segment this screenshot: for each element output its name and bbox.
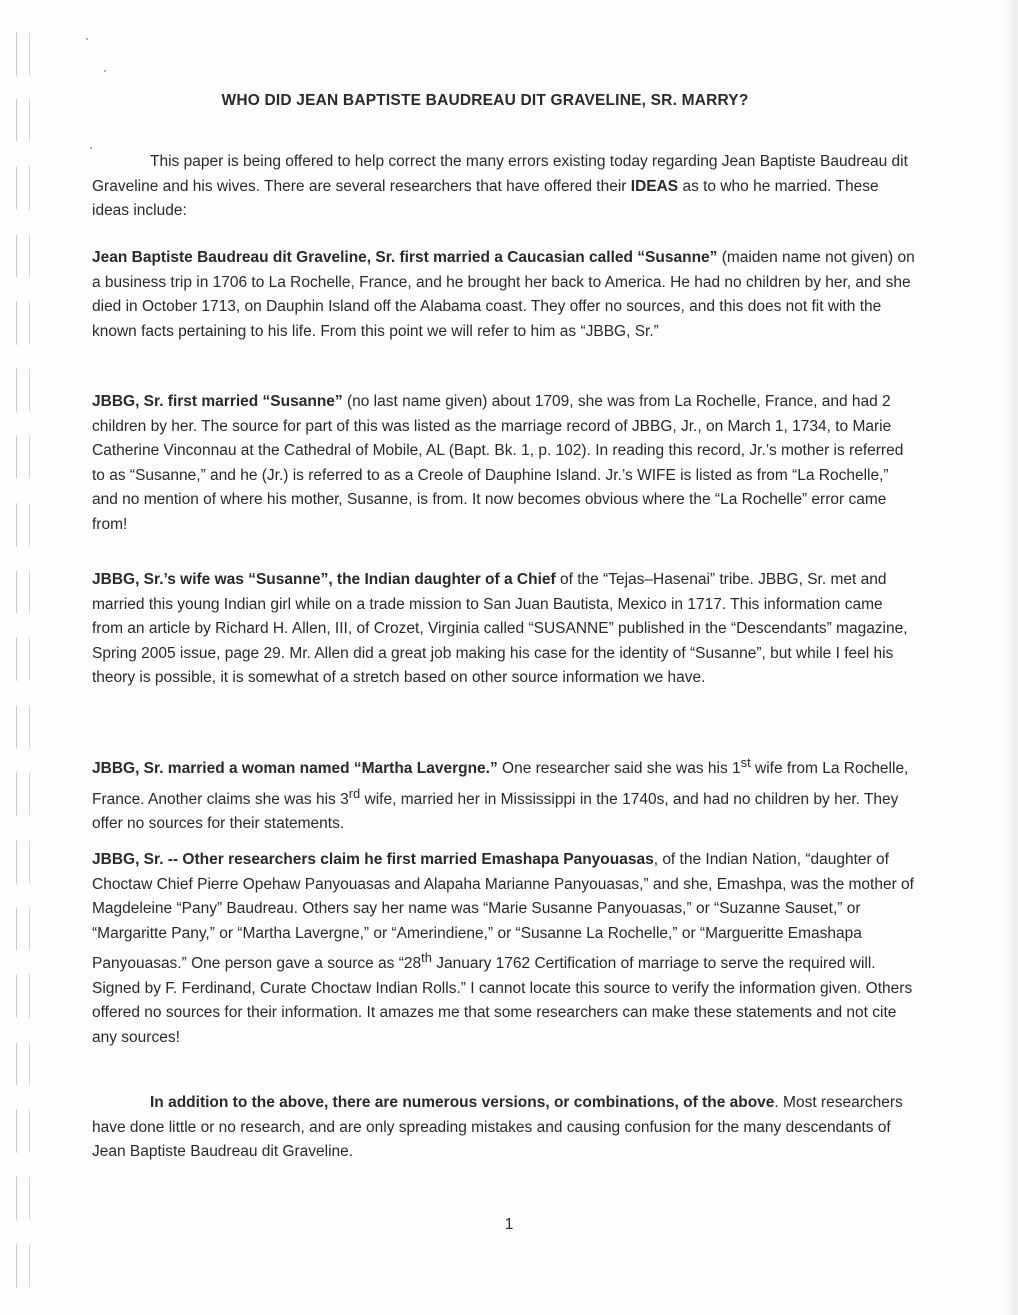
binder-hole bbox=[16, 907, 30, 951]
ordinal-suffix: st bbox=[740, 755, 751, 770]
document-title: WHO DID JEAN BAPTISTE BAUDREAU DIT GRAVELINE, SR. MARRY? bbox=[221, 92, 749, 109]
binder-hole bbox=[16, 435, 30, 479]
claim-paragraph-5 bbox=[92, 848, 917, 1050]
binder-hole bbox=[16, 368, 30, 412]
claim-heading: JBBG, Sr. first married “Susanne” bbox=[92, 393, 343, 410]
binder-hole bbox=[16, 166, 30, 210]
closing-paragraph bbox=[92, 1091, 917, 1165]
scan-speck bbox=[104, 70, 106, 72]
claim-heading: JBBG, Sr. -- Other researchers claim he first married Emashapa Panyouasas bbox=[92, 851, 654, 868]
binder-hole bbox=[16, 840, 30, 884]
intro-text: This paper is being offered to help correct the many errors existing today regarding Jean Baptiste Baudreau dit Graveline and his wives. There are several researchers that have offered their bbox=[92, 153, 908, 195]
intro-paragraph bbox=[92, 150, 917, 224]
binder-hole bbox=[16, 705, 30, 749]
claim-paragraph-4 bbox=[92, 751, 917, 837]
ordinal-suffix: rd bbox=[348, 785, 361, 801]
binder-hole bbox=[16, 234, 30, 278]
binder-hole bbox=[16, 32, 30, 76]
closing-heading: In addition to the above, there are numerous versions, or combinations, of the above bbox=[150, 1094, 775, 1111]
binder-hole bbox=[16, 772, 30, 816]
binder-holes bbox=[16, 22, 38, 1302]
claim-text: , of the Indian Nation, “daughter of Choctaw Chief Pierre Opehaw Panyouasas and Alapaha Marianne Panyouasas,” and she, Emashpa, was the mother of Magdeleine “Pany” Baudreau. Others say her name was “Marie Susanne Panyouasas,” or “Suzanne Sauset,” or “Margaritte Pany,” or “Martha Lavergne,” or “Amerindiene,” or “Susanne La Rochelle,” or “Margueritte Emashapa Panyouasas.” One person gave a source as “28 bbox=[92, 851, 914, 973]
scan-speck bbox=[86, 38, 88, 40]
intro-emphasis: IDEAS bbox=[630, 177, 679, 195]
binder-hole bbox=[16, 570, 30, 614]
claim-heading: JBBG, Sr. married a woman named “Martha Lavergne.” bbox=[92, 760, 498, 778]
intro-text: as to who he married. These ideas include: bbox=[92, 177, 879, 219]
binder-hole bbox=[16, 1244, 30, 1288]
binder-hole bbox=[16, 1042, 30, 1086]
claim-heading: JBBG, Sr.’s wife was “Susanne”, the Indian daughter of a Chief bbox=[92, 571, 556, 588]
ordinal-suffix: th bbox=[421, 950, 432, 965]
claim-text: wife, married her in Mississippi in the 1740s, and had no children by her. They offer no sources for their statements. bbox=[92, 790, 899, 833]
binder-hole bbox=[16, 1176, 30, 1220]
claim-text: One researcher said she was his 1 bbox=[497, 760, 741, 778]
page-edge-shadow bbox=[1004, 0, 1018, 1315]
claim-text: of the “Tejas–Hasenai” tribe. JBBG, Sr. met and married this young Indian girl while on a trade mission to San Juan Bautista, Mexico in 1717. This information came from an article by Richard H. Allen, III, of Crozet, Virginia called “SUSANNE” published in the “Descendants” magazine, Spring 2005 issue, page 29. Mr. Allen did a great job making his case for the identity of “Susanne”, but while I feel his theory is possible, it is somewhat of a stretch based on other source information we have. bbox=[92, 571, 908, 686]
claim-text: wife from La Rochelle, France. Another claims she was his 3 bbox=[92, 760, 909, 808]
page-number: 1 bbox=[504, 1216, 514, 1233]
claim-heading: Jean Baptiste Baudreau dit Graveline, Sr. first married a Caucasian called “Susanne” bbox=[92, 249, 718, 266]
claim-paragraph-3 bbox=[92, 568, 917, 691]
claim-text: January 1762 Certification of marriage to serve the required will. Signed by F. Ferdinand, Curate Choctaw Indian Rolls.” I cannot locate this source to verify the information given. Others offered no sources for their information. It amazes me that some researchers can make these statements and not cite any sources! bbox=[92, 955, 913, 1046]
binder-hole bbox=[16, 974, 30, 1018]
claim-paragraph-2 bbox=[92, 390, 917, 537]
scan-speck bbox=[90, 147, 92, 149]
claim-text: (maiden name not given) on a business trip in 1706 to La Rochelle, France, and he brought her back to America. He had no children by her, and she died in October 1713, on Dauphin Island off the Alabama coast. They offer no sources, and this does not fit with the known facts pertaining to his life. From this point we will refer to him as “JBBG, Sr.” bbox=[92, 249, 915, 340]
binder-hole bbox=[16, 637, 30, 681]
binder-hole bbox=[16, 1109, 30, 1153]
binder-hole bbox=[16, 301, 30, 345]
closing-text: . Most researchers have done little or no research, and are only spreading mistakes and causing confusion for the many descendants of Jean Baptiste Baudreau dit Graveline. bbox=[92, 1094, 903, 1160]
claim-text: (no last name given) about 1709, she was from La Rochelle, France, and had 2 children by her. The source for part of this was listed as the marriage record of JBBG, Jr., on March 1, 1734, to Marie Catherine Vinconnau at the Cathedral of Mobile, AL (Bapt. Bk. 1, p. 102). In reading this record, Jr.’s mother is referred to as “Susanne,” and he (Jr.) is referred to as a Creole of Dauphine Island. Jr.’s WIFE is listed as from “La Rochelle,” and no mention of where his mother, Susanne, is from. It now becomes obvious where the “La Rochelle” error came from! bbox=[92, 393, 904, 533]
claim-paragraph-1 bbox=[92, 246, 917, 344]
binder-hole bbox=[16, 503, 30, 547]
